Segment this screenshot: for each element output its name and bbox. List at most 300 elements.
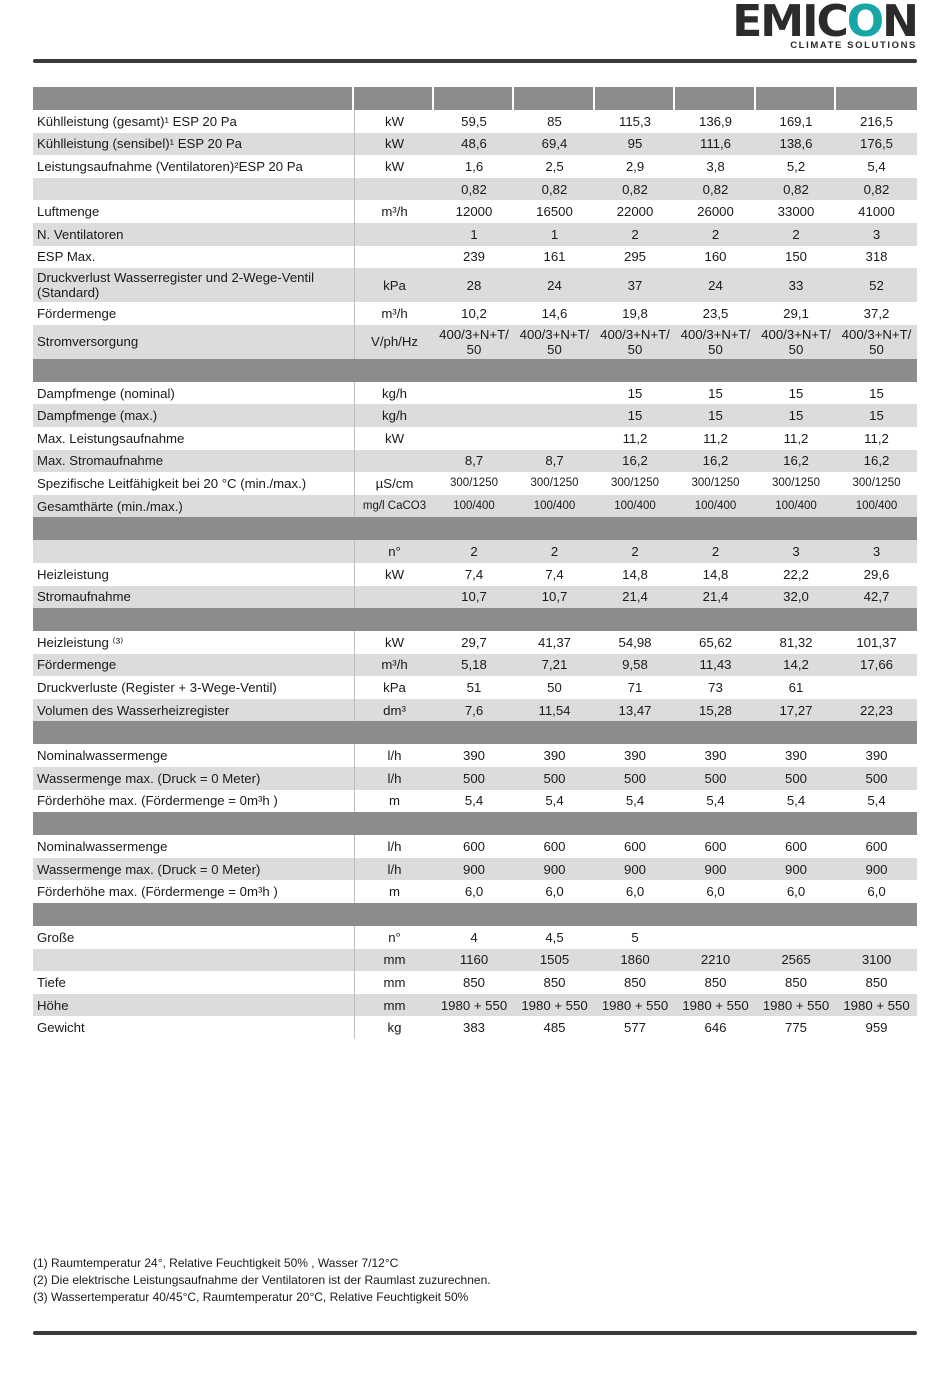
value-cell xyxy=(514,382,595,405)
value-cell: 15 xyxy=(675,404,756,427)
value-cell: 111,6 xyxy=(675,133,756,156)
value-cell: 71 xyxy=(595,676,675,699)
value-cell: 300/1250 xyxy=(514,472,595,495)
brand-accent-letter: O xyxy=(846,0,883,47)
value-cell: 41,37 xyxy=(514,631,595,654)
table-row xyxy=(33,427,917,450)
value-cell: 17,27 xyxy=(756,699,836,722)
value-cell: 16,2 xyxy=(595,450,675,473)
value-cell: 100/400 xyxy=(756,495,836,518)
value-cell: 400/3+N+T/ 50 xyxy=(514,325,595,359)
table-row xyxy=(33,155,917,178)
value-cell: 24 xyxy=(675,268,756,302)
table-row xyxy=(33,994,917,1017)
value-cell: 400/3+N+T/ 50 xyxy=(756,325,836,359)
value-cell: 1980 + 550 xyxy=(675,994,756,1017)
value-cell: 1980 + 550 xyxy=(514,994,595,1017)
row-unit: m³/h xyxy=(354,654,434,677)
value-cell: 850 xyxy=(675,971,756,994)
value-cell: 7,21 xyxy=(514,654,595,677)
value-cell: 600 xyxy=(756,835,836,858)
value-cell: 10,2 xyxy=(434,302,514,325)
row-unit xyxy=(354,586,434,609)
value-cell: 29,1 xyxy=(756,302,836,325)
value-cell: 1 xyxy=(434,223,514,246)
value-cell: 100/400 xyxy=(595,495,675,518)
value-cell: 48,6 xyxy=(434,133,514,156)
value-cell: 115,3 xyxy=(595,110,675,133)
value-cell: 646 xyxy=(675,1016,756,1039)
value-cell: 15 xyxy=(595,404,675,427)
value-cell: 33000 xyxy=(756,200,836,223)
value-cell: 11,2 xyxy=(836,427,917,450)
value-cell: 5,4 xyxy=(836,790,917,813)
table-header-row xyxy=(33,87,917,110)
table-row xyxy=(33,325,917,359)
value-cell: 11,43 xyxy=(675,654,756,677)
table-row xyxy=(33,472,917,495)
row-label: Leistungsaufnahme (Ventilatoren)²ESP 20 Pa xyxy=(33,155,354,178)
table-row xyxy=(33,495,917,518)
value-cell: 0,82 xyxy=(675,178,756,201)
row-label: Heizleistung ⁽³⁾ xyxy=(33,631,354,654)
row-unit: kPa xyxy=(354,268,434,302)
row-label: Spezifische Leitfähigkeit bei 20 °C (min./max.) xyxy=(33,472,354,495)
value-cell: 51 xyxy=(434,676,514,699)
value-cell: 400/3+N+T/ 50 xyxy=(836,325,917,359)
value-cell: 5,2 xyxy=(756,155,836,178)
value-cell: 81,32 xyxy=(756,631,836,654)
value-cell: 73 xyxy=(675,676,756,699)
value-cell: 3,8 xyxy=(675,155,756,178)
section-header-row xyxy=(33,812,917,835)
table-row xyxy=(33,200,917,223)
value-cell: 22000 xyxy=(595,200,675,223)
row-unit: n° xyxy=(354,926,434,949)
value-cell: 23,5 xyxy=(675,302,756,325)
value-cell: 16,2 xyxy=(836,450,917,473)
table-row xyxy=(33,178,917,201)
row-label: Druckverluste (Register + 3-Wege-Ventil) xyxy=(33,676,354,699)
value-cell: 0,82 xyxy=(756,178,836,201)
value-cell: 900 xyxy=(595,858,675,881)
value-cell: 1980 + 550 xyxy=(756,994,836,1017)
value-cell: 959 xyxy=(836,1016,917,1039)
row-unit: kW xyxy=(354,631,434,654)
value-cell: 1980 + 550 xyxy=(434,994,514,1017)
value-cell: 600 xyxy=(595,835,675,858)
value-cell: 500 xyxy=(595,767,675,790)
row-unit xyxy=(354,450,434,473)
value-cell: 0,82 xyxy=(514,178,595,201)
row-unit: µS/cm xyxy=(354,472,434,495)
value-cell: 900 xyxy=(756,858,836,881)
row-label: Luftmenge xyxy=(33,200,354,223)
value-cell: 5,4 xyxy=(595,790,675,813)
value-cell: 6,0 xyxy=(756,880,836,903)
row-unit: kW xyxy=(354,427,434,450)
value-cell: 33 xyxy=(756,268,836,302)
value-cell: 0,82 xyxy=(434,178,514,201)
value-cell: 6,0 xyxy=(675,880,756,903)
table-row xyxy=(33,767,917,790)
value-cell: 0,82 xyxy=(595,178,675,201)
section-header-row xyxy=(33,903,917,926)
row-label xyxy=(33,949,354,972)
value-cell: 15 xyxy=(756,404,836,427)
value-cell: 161 xyxy=(514,246,595,269)
section-header-row xyxy=(33,517,917,540)
value-cell: 69,4 xyxy=(514,133,595,156)
table-row xyxy=(33,1016,917,1039)
row-unit: dm³ xyxy=(354,699,434,722)
value-cell: 16,2 xyxy=(675,450,756,473)
table-row xyxy=(33,302,917,325)
value-cell: 42,7 xyxy=(836,586,917,609)
value-cell: 15,28 xyxy=(675,699,756,722)
value-cell: 600 xyxy=(434,835,514,858)
footnotes xyxy=(33,1255,491,1306)
row-unit: m xyxy=(354,790,434,813)
bottom-divider xyxy=(33,1331,917,1335)
value-cell xyxy=(836,676,917,699)
row-label: Wassermenge max. (Druck = 0 Meter) xyxy=(33,858,354,881)
table-row xyxy=(33,382,917,405)
value-cell: 8,7 xyxy=(434,450,514,473)
value-cell: 2 xyxy=(675,540,756,563)
value-cell: 24 xyxy=(514,268,595,302)
row-unit: kg/h xyxy=(354,382,434,405)
row-unit: kW xyxy=(354,155,434,178)
value-cell: 10,7 xyxy=(434,586,514,609)
value-cell xyxy=(756,926,836,949)
value-cell: 500 xyxy=(434,767,514,790)
value-cell: 850 xyxy=(434,971,514,994)
value-cell: 295 xyxy=(595,246,675,269)
value-cell: 14,6 xyxy=(514,302,595,325)
value-cell: 900 xyxy=(514,858,595,881)
value-cell: 2,5 xyxy=(514,155,595,178)
value-cell: 500 xyxy=(836,767,917,790)
value-cell: 101,37 xyxy=(836,631,917,654)
table-row xyxy=(33,540,917,563)
value-cell: 850 xyxy=(514,971,595,994)
row-label: Stromversorgung xyxy=(33,325,354,359)
table-row xyxy=(33,268,917,302)
value-cell: 383 xyxy=(434,1016,514,1039)
value-cell: 6,0 xyxy=(514,880,595,903)
value-cell: 14,2 xyxy=(756,654,836,677)
row-unit: mm xyxy=(354,994,434,1017)
value-cell: 150 xyxy=(756,246,836,269)
value-cell xyxy=(514,427,595,450)
value-cell: 16,2 xyxy=(756,450,836,473)
row-label: Gesamthärte (min./max.) xyxy=(33,495,354,518)
value-cell: 85 xyxy=(514,110,595,133)
value-cell: 28 xyxy=(434,268,514,302)
value-cell: 13,47 xyxy=(595,699,675,722)
row-unit: l/h xyxy=(354,767,434,790)
table-row xyxy=(33,450,917,473)
value-cell xyxy=(836,926,917,949)
row-unit: m xyxy=(354,880,434,903)
value-cell: 4 xyxy=(434,926,514,949)
value-cell: 500 xyxy=(514,767,595,790)
value-cell: 7,6 xyxy=(434,699,514,722)
table-row xyxy=(33,133,917,156)
value-cell: 300/1250 xyxy=(756,472,836,495)
row-label: Gewicht xyxy=(33,1016,354,1039)
value-cell: 54,98 xyxy=(595,631,675,654)
value-cell: 3 xyxy=(836,223,917,246)
value-cell: 850 xyxy=(836,971,917,994)
value-cell: 11,2 xyxy=(675,427,756,450)
row-label: Förderhöhe max. (Fördermenge = 0m³h ) xyxy=(33,880,354,903)
value-cell: 3 xyxy=(836,540,917,563)
row-unit: l/h xyxy=(354,858,434,881)
value-cell: 5 xyxy=(595,926,675,949)
value-cell: 29,6 xyxy=(836,563,917,586)
value-cell: 32,0 xyxy=(756,586,836,609)
brand-tagline: CLIMATE SOLUTIONS xyxy=(790,40,917,51)
value-cell: 95 xyxy=(595,133,675,156)
value-cell: 15 xyxy=(595,382,675,405)
value-cell: 2 xyxy=(675,223,756,246)
row-label: Heizleistung xyxy=(33,563,354,586)
table-row xyxy=(33,926,917,949)
value-cell: 14,8 xyxy=(675,563,756,586)
row-label: Kühlleistung (gesamt)¹ ESP 20 Pa xyxy=(33,110,354,133)
row-label: Nominalwassermenge xyxy=(33,744,354,767)
table-row xyxy=(33,858,917,881)
value-cell: 400/3+N+T/ 50 xyxy=(434,325,514,359)
row-unit: m³/h xyxy=(354,200,434,223)
row-unit: kPa xyxy=(354,676,434,699)
row-unit: V/ph/Hz xyxy=(354,325,434,359)
value-cell: 61 xyxy=(756,676,836,699)
value-cell: 1,6 xyxy=(434,155,514,178)
value-cell: 6,0 xyxy=(836,880,917,903)
value-cell xyxy=(434,404,514,427)
row-label: Stromaufnahme xyxy=(33,586,354,609)
value-cell: 100/400 xyxy=(514,495,595,518)
value-cell: 5,4 xyxy=(756,790,836,813)
value-cell: 15 xyxy=(836,382,917,405)
value-cell: 390 xyxy=(595,744,675,767)
value-cell: 775 xyxy=(756,1016,836,1039)
value-cell: 2,9 xyxy=(595,155,675,178)
table-row xyxy=(33,223,917,246)
table-row xyxy=(33,676,917,699)
value-cell: 59,5 xyxy=(434,110,514,133)
value-cell: 600 xyxy=(675,835,756,858)
value-cell: 239 xyxy=(434,246,514,269)
value-cell: 4,5 xyxy=(514,926,595,949)
row-unit xyxy=(354,246,434,269)
row-unit: kW xyxy=(354,133,434,156)
footnote: (3) Wassertemperatur 40/45°C, Raumtemperatur 20°C, Relative Feuchtigkeit 50% xyxy=(33,1290,469,1304)
value-cell: 11,2 xyxy=(595,427,675,450)
row-label: Große xyxy=(33,926,354,949)
table-row xyxy=(33,654,917,677)
value-cell: 390 xyxy=(514,744,595,767)
value-cell xyxy=(434,427,514,450)
row-unit xyxy=(354,223,434,246)
value-cell: 160 xyxy=(675,246,756,269)
value-cell: 12000 xyxy=(434,200,514,223)
value-cell: 577 xyxy=(595,1016,675,1039)
value-cell: 0,82 xyxy=(836,178,917,201)
row-unit: m³/h xyxy=(354,302,434,325)
value-cell: 500 xyxy=(675,767,756,790)
value-cell: 1980 + 550 xyxy=(836,994,917,1017)
value-cell xyxy=(675,926,756,949)
value-cell: 300/1250 xyxy=(836,472,917,495)
table-row xyxy=(33,631,917,654)
table-row xyxy=(33,246,917,269)
row-label: Max. Stromaufnahme xyxy=(33,450,354,473)
row-label: Volumen des Wasserheizregister xyxy=(33,699,354,722)
value-cell: 3100 xyxy=(836,949,917,972)
table-row xyxy=(33,949,917,972)
row-unit: l/h xyxy=(354,744,434,767)
value-cell: 1860 xyxy=(595,949,675,972)
row-unit: n° xyxy=(354,540,434,563)
value-cell: 390 xyxy=(675,744,756,767)
row-unit xyxy=(354,178,434,201)
value-cell: 37,2 xyxy=(836,302,917,325)
value-cell: 21,4 xyxy=(675,586,756,609)
row-label xyxy=(33,540,354,563)
table-row xyxy=(33,110,917,133)
row-label: Druckverlust Wasserregister und 2-Wege-Ventil (Standard) xyxy=(33,268,354,302)
value-cell: 11,54 xyxy=(514,699,595,722)
value-cell: 176,5 xyxy=(836,133,917,156)
table-row xyxy=(33,404,917,427)
value-cell: 485 xyxy=(514,1016,595,1039)
value-cell: 169,1 xyxy=(756,110,836,133)
value-cell: 11,2 xyxy=(756,427,836,450)
row-label: Höhe xyxy=(33,994,354,1017)
value-cell: 400/3+N+T/ 50 xyxy=(675,325,756,359)
row-unit: kW xyxy=(354,563,434,586)
value-cell: 100/400 xyxy=(434,495,514,518)
value-cell xyxy=(514,404,595,427)
section-header-row xyxy=(33,608,917,631)
value-cell: 29,7 xyxy=(434,631,514,654)
value-cell: 850 xyxy=(595,971,675,994)
table-row xyxy=(33,563,917,586)
value-cell: 15 xyxy=(675,382,756,405)
footnote: (1) Raumtemperatur 24°, Relative Feuchtigkeit 50% , Wasser 7/12°C xyxy=(33,1256,399,1270)
value-cell: 2 xyxy=(595,223,675,246)
table-row xyxy=(33,880,917,903)
value-cell: 850 xyxy=(756,971,836,994)
value-cell: 19,8 xyxy=(595,302,675,325)
row-unit: mm xyxy=(354,949,434,972)
value-cell: 1160 xyxy=(434,949,514,972)
row-label: Förderhöhe max. (Fördermenge = 0m³h ) xyxy=(33,790,354,813)
value-cell: 41000 xyxy=(836,200,917,223)
value-cell: 100/400 xyxy=(836,495,917,518)
section-header-row xyxy=(33,359,917,382)
top-divider xyxy=(33,59,917,63)
table-row xyxy=(33,835,917,858)
row-label: Dampfmenge (max.) xyxy=(33,404,354,427)
value-cell: 65,62 xyxy=(675,631,756,654)
value-cell: 138,6 xyxy=(756,133,836,156)
value-cell: 5,4 xyxy=(836,155,917,178)
row-label: Dampfmenge (nominal) xyxy=(33,382,354,405)
value-cell: 3 xyxy=(756,540,836,563)
value-cell: 390 xyxy=(836,744,917,767)
value-cell: 400/3+N+T/ 50 xyxy=(595,325,675,359)
row-unit: mm xyxy=(354,971,434,994)
value-cell: 900 xyxy=(675,858,756,881)
value-cell: 17,66 xyxy=(836,654,917,677)
table-row xyxy=(33,744,917,767)
row-label: ESP Max. xyxy=(33,246,354,269)
value-cell: 10,7 xyxy=(514,586,595,609)
table-row xyxy=(33,699,917,722)
value-cell: 6,0 xyxy=(595,880,675,903)
value-cell: 21,4 xyxy=(595,586,675,609)
value-cell: 37 xyxy=(595,268,675,302)
value-cell: 22,2 xyxy=(756,563,836,586)
value-cell: 26000 xyxy=(675,200,756,223)
value-cell: 136,9 xyxy=(675,110,756,133)
value-cell: 7,4 xyxy=(434,563,514,586)
value-cell: 2565 xyxy=(756,949,836,972)
value-cell: 100/400 xyxy=(675,495,756,518)
row-label: Max. Leistungsaufnahme xyxy=(33,427,354,450)
value-cell: 50 xyxy=(514,676,595,699)
row-unit: kW xyxy=(354,110,434,133)
row-label: Kühlleistung (sensibel)¹ ESP 20 Pa xyxy=(33,133,354,156)
value-cell: 8,7 xyxy=(514,450,595,473)
value-cell: 600 xyxy=(514,835,595,858)
value-cell: 1980 + 550 xyxy=(595,994,675,1017)
table-row xyxy=(33,586,917,609)
table-row xyxy=(33,971,917,994)
value-cell: 300/1250 xyxy=(675,472,756,495)
value-cell: 5,18 xyxy=(434,654,514,677)
value-cell: 2 xyxy=(434,540,514,563)
value-cell: 216,5 xyxy=(836,110,917,133)
value-cell: 15 xyxy=(836,404,917,427)
value-cell: 300/1250 xyxy=(595,472,675,495)
brand-wordmark: EMICON xyxy=(732,0,917,44)
value-cell: 7,4 xyxy=(514,563,595,586)
brand-logo xyxy=(707,0,917,52)
value-cell: 15 xyxy=(756,382,836,405)
value-cell: 52 xyxy=(836,268,917,302)
value-cell: 390 xyxy=(434,744,514,767)
section-header-row xyxy=(33,721,917,744)
row-unit: mg/l CaCO3 xyxy=(354,495,434,518)
value-cell: 16500 xyxy=(514,200,595,223)
spec-table xyxy=(33,87,917,1039)
value-cell: 318 xyxy=(836,246,917,269)
value-cell: 2210 xyxy=(675,949,756,972)
row-label: Wassermenge max. (Druck = 0 Meter) xyxy=(33,767,354,790)
value-cell: 22,23 xyxy=(836,699,917,722)
value-cell: 300/1250 xyxy=(434,472,514,495)
row-unit: l/h xyxy=(354,835,434,858)
value-cell: 14,8 xyxy=(595,563,675,586)
row-label: Fördermenge xyxy=(33,302,354,325)
row-label: N. Ventilatoren xyxy=(33,223,354,246)
